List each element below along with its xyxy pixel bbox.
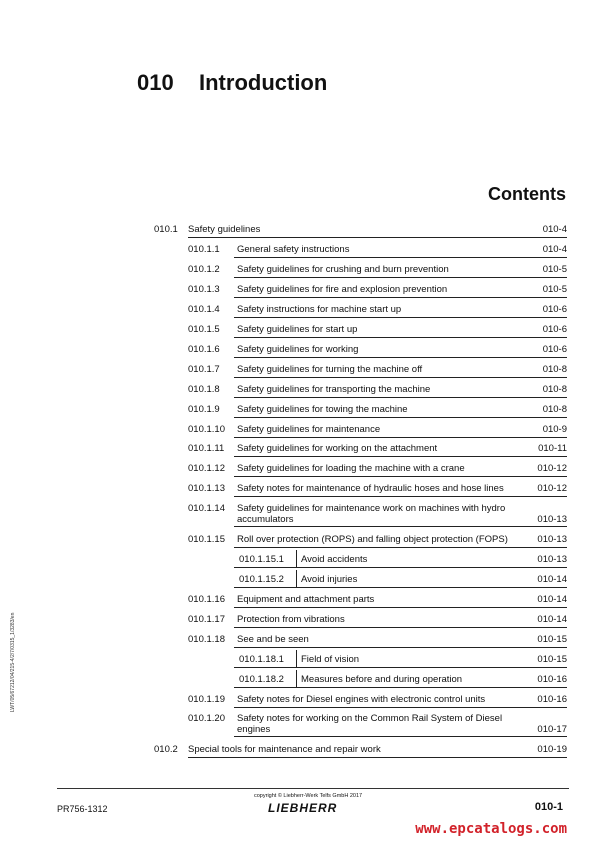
toc-page[interactable]: 010-14 [537, 574, 567, 585]
chapter-number: 010 [137, 70, 174, 95]
toc-rule [188, 237, 567, 238]
toc-number: 010.1.14 [188, 503, 225, 514]
toc-rule [234, 687, 567, 688]
watermark-link[interactable]: www.epcatalogs.com [415, 821, 567, 837]
toc-rule [234, 456, 567, 457]
toc-number: 010.1.3 [188, 284, 220, 295]
toc-number: 010.1.6 [188, 344, 220, 355]
toc-page[interactable]: 010-9 [542, 424, 567, 435]
toc-number: 010.1.5 [188, 324, 220, 335]
toc-number: 010.1.7 [188, 364, 220, 375]
toc-title[interactable]: Safety guidelines for maintenance [237, 424, 381, 435]
toc-rule [234, 607, 567, 608]
footer-divider [57, 788, 569, 789]
toc-rule [234, 257, 567, 258]
toc-rule [234, 397, 567, 398]
toc-number: 010.1.12 [188, 463, 225, 474]
toc-rule [234, 337, 567, 338]
toc-title[interactable]: Safety guidelines for working on the attachment [237, 443, 438, 454]
toc-title[interactable]: Safety guidelines for working [237, 344, 359, 355]
toc-page[interactable]: 010-11 [538, 443, 567, 454]
toc-page[interactable]: 010-12 [537, 483, 567, 494]
toc-title[interactable]: Safety guidelines for crushing and burn prevention [237, 264, 449, 275]
toc-page[interactable]: 010-12 [537, 463, 567, 474]
toc-title[interactable]: Safety guidelines for transporting the machine [237, 384, 431, 395]
toc-title[interactable]: Safety guidelines for towing the machine [237, 404, 408, 415]
toc-title[interactable]: Safety notes for Diesel engines with electronic control units [237, 694, 486, 705]
toc-page[interactable]: 010-13 [537, 514, 567, 525]
toc-rule [188, 757, 567, 758]
toc-number: 010.1.8 [188, 384, 220, 395]
toc-title[interactable]: Safety guidelines for turning the machine off [237, 364, 423, 375]
toc-page[interactable]: 010-4 [542, 224, 567, 235]
toc-title[interactable]: Safety guidelines for maintenance work on machines with hydro accumulators [237, 503, 506, 525]
toc-title[interactable]: Avoid accidents [301, 554, 368, 565]
toc-page[interactable]: 010-16 [537, 674, 567, 685]
page-number: 010-1 [534, 801, 563, 813]
toc-number: 010.1.1 [188, 244, 220, 255]
toc-rule [234, 736, 567, 737]
toc-page[interactable]: 010-16 [537, 694, 567, 705]
toc-page[interactable]: 010-5 [542, 264, 567, 275]
toc-rule [234, 667, 567, 668]
toc-page[interactable]: 010-19 [537, 744, 567, 755]
toc-title[interactable]: Protection from vibrations [237, 614, 345, 625]
toc-title[interactable]: General safety instructions [237, 244, 350, 255]
copyright-notice: copyright © Liebherr-Werk Telfs GmbH 2017 [254, 793, 363, 799]
toc-number: 010.1.10 [188, 424, 225, 435]
toc-title[interactable]: Field of vision [301, 654, 360, 665]
contents-title: Contents [488, 184, 566, 204]
toc-page[interactable]: 010-6 [542, 304, 567, 315]
toc-number: 010.1.18.2 [239, 674, 284, 685]
toc-page[interactable]: 010-14 [537, 594, 567, 605]
toc-rule [234, 526, 567, 527]
toc-page[interactable]: 010-13 [537, 554, 567, 565]
toc-number: 010.1.19 [188, 694, 225, 705]
side-document-code: LWT/05/67212/04/215-4/2/7/0315_1/3283/en [10, 612, 16, 712]
toc-number: 010.1.15.1 [239, 554, 284, 565]
toc-number: 010.1.15 [188, 534, 225, 545]
toc-page[interactable]: 010-17 [537, 724, 567, 735]
toc-number: 010.1.9 [188, 404, 220, 415]
toc-rule [234, 476, 567, 477]
toc-number: 010.1.18.1 [239, 654, 284, 665]
toc-title[interactable]: See and be seen [237, 634, 309, 645]
toc-title[interactable]: Roll over protection (ROPS) and falling object protection (FOPS) [237, 534, 508, 545]
toc-rule [234, 627, 567, 628]
toc-rule [234, 357, 567, 358]
toc-number: 010.1.18 [188, 634, 225, 645]
chapter-title: Introduction [199, 70, 328, 95]
brand-logo: LIEBHERR [268, 801, 338, 815]
toc-rule [234, 547, 567, 548]
document-number: PR756-1312 [57, 804, 108, 814]
toc-page[interactable]: 010-5 [542, 284, 567, 295]
toc-rule [234, 587, 567, 588]
toc-rule [234, 377, 567, 378]
chapter-heading [137, 70, 327, 96]
toc-separator [296, 670, 297, 688]
toc-title[interactable]: Safety notes for working on the Common Rail System of Diesel engines [237, 713, 503, 735]
toc-page[interactable]: 010-8 [542, 384, 567, 395]
toc-number: 010.1.2 [188, 264, 220, 275]
toc-page[interactable]: 010-14 [537, 614, 567, 625]
toc-rule [234, 277, 567, 278]
toc-title[interactable]: Equipment and attachment parts [237, 594, 375, 605]
toc-number: 010.1.4 [188, 304, 220, 315]
toc-title[interactable]: Safety guidelines for start up [237, 324, 358, 335]
toc-rule [234, 417, 567, 418]
toc-separator [296, 570, 297, 588]
toc-title[interactable]: Safety instructions for machine start up [237, 304, 402, 315]
toc-number: 010.2 [154, 744, 178, 755]
toc-title[interactable]: Safety notes for maintenance of hydraulic hoses and hose lines [237, 483, 504, 494]
toc-page[interactable]: 010-4 [542, 244, 567, 255]
toc-rule [234, 647, 567, 648]
toc-title[interactable]: Avoid injuries [301, 574, 358, 585]
toc-page[interactable]: 010-8 [542, 364, 567, 375]
toc-title[interactable]: Safety guidelines for loading the machine with a crane [237, 463, 465, 474]
toc-separator [296, 650, 297, 668]
toc-title[interactable]: Measures before and during operation [301, 674, 463, 685]
toc-page[interactable]: 010-15 [537, 634, 567, 645]
toc-title[interactable]: Special tools for maintenance and repair work [188, 744, 381, 755]
toc-page[interactable]: 010-15 [537, 654, 567, 665]
toc-title[interactable]: Safety guidelines [188, 224, 261, 235]
toc-number: 010.1.16 [188, 594, 225, 605]
toc-number: 010.1.17 [188, 614, 225, 625]
toc-page[interactable]: 010-13 [537, 534, 567, 545]
toc-number: 010.1.11 [188, 443, 225, 454]
toc-rule [234, 317, 567, 318]
toc-rule [234, 297, 567, 298]
toc-separator [296, 550, 297, 568]
toc-number: 010.1 [154, 224, 178, 235]
toc-title[interactable]: Safety guidelines for fire and explosion prevention [237, 284, 448, 295]
toc-page[interactable]: 010-6 [542, 344, 567, 355]
toc-number: 010.1.13 [188, 483, 225, 494]
toc-number: 010.1.20 [188, 713, 225, 724]
toc-page[interactable]: 010-6 [542, 324, 567, 335]
toc-rule [234, 496, 567, 497]
toc-rule [234, 567, 567, 568]
toc-page[interactable]: 010-8 [542, 404, 567, 415]
toc-rule [234, 437, 567, 438]
toc-rule [234, 707, 567, 708]
toc-number: 010.1.15.2 [239, 574, 284, 585]
